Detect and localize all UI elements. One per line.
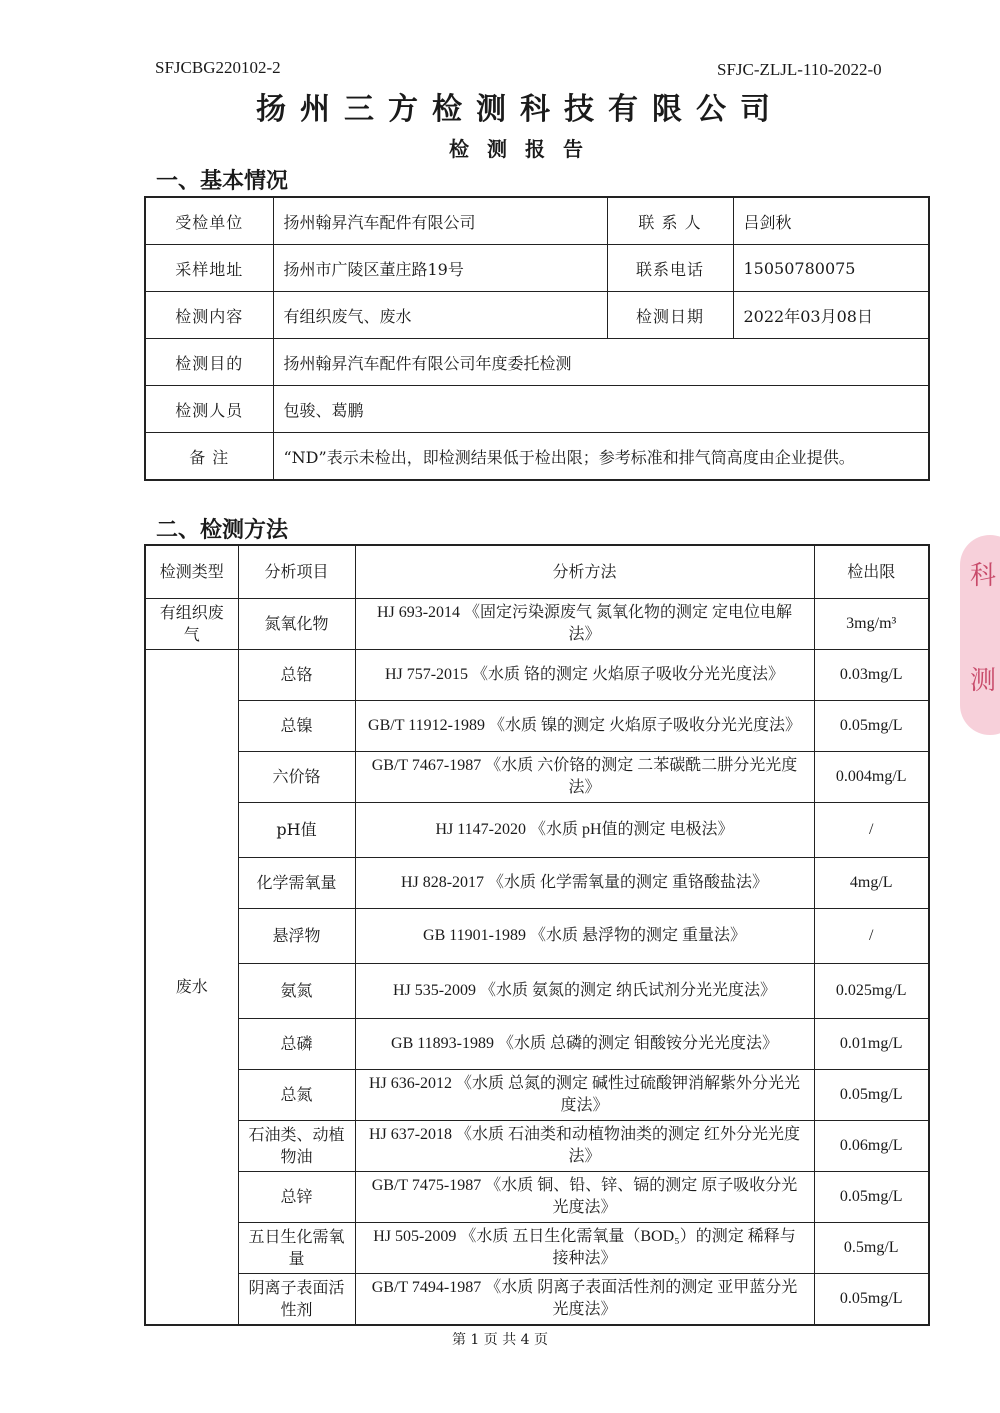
basic-info-table xyxy=(144,196,930,481)
item-cell: 六价铬 xyxy=(238,752,355,803)
value-remark: “ND”表示未检出，即检测结果低于检出限；参考标准和排气筒高度由企业提供。 xyxy=(273,433,929,481)
item-cell: 总锌 xyxy=(238,1172,355,1223)
method-cell: HJ 828-2017 《水质 化学需氧量的测定 重铬酸盐法》 xyxy=(355,858,814,909)
label-purpose: 检测目的 xyxy=(145,339,273,386)
table-row xyxy=(145,386,929,433)
table-row xyxy=(145,1223,929,1274)
limit-cell: / xyxy=(814,803,929,858)
label-inspected-unit: 受检单位 xyxy=(145,197,273,245)
method-cell: GB/T 7475-1987 《水质 铜、铅、锌、镉的测定 原子吸收分光光度法》 xyxy=(355,1172,814,1223)
limit-cell: 0.06mg/L xyxy=(814,1121,929,1172)
table-row xyxy=(145,1019,929,1070)
value-test-content: 有组织废气、废水 xyxy=(273,292,607,339)
item-cell: pH值 xyxy=(238,803,355,858)
table-row xyxy=(145,197,929,245)
table-row xyxy=(145,245,929,292)
section-methods-title: 二、检测方法 xyxy=(156,517,289,543)
gas-method-cell: HJ 693-2014 《固定污染源废气 氮氧化物的测定 定电位电解法》 xyxy=(355,599,814,650)
method-cell: GB/T 11912-1989 《水质 镍的测定 火焰原子吸收分光光度法》 xyxy=(355,701,814,752)
method-cell: HJ 636-2012 《水质 总氮的测定 碱性过硫酸钾消解紫外分光光度法》 xyxy=(355,1070,814,1121)
table-row xyxy=(145,650,929,701)
table-header-row xyxy=(145,545,929,599)
method-cell: GB 11901-1989 《水质 悬浮物的测定 重量法》 xyxy=(355,909,814,964)
table-row xyxy=(145,292,929,339)
form-code: SFJC-ZLJL-110-2022-0 xyxy=(717,60,882,79)
header-method: 分析方法 xyxy=(355,545,814,599)
red-seal-stamp xyxy=(960,535,1000,735)
item-cell: 氨氮 xyxy=(238,964,355,1019)
limit-cell: 0.004mg/L xyxy=(814,752,929,803)
table-row xyxy=(145,701,929,752)
limit-cell: 0.05mg/L xyxy=(814,1172,929,1223)
methods-table xyxy=(144,544,930,1326)
method-cell: HJ 535-2009 《水质 氨氮的测定 纳氏试剂分光光度法》 xyxy=(355,964,814,1019)
label-test-date: 检测日期 xyxy=(607,292,733,339)
table-row xyxy=(145,1172,929,1223)
item-cell: 总镍 xyxy=(238,701,355,752)
method-cell: HJ 505-2009 《水质 五日生化需氧量（BOD₅）的测定 稀释与接种法》 xyxy=(355,1223,814,1274)
water-type-cell: 废水 xyxy=(145,650,238,1326)
value-phone: 15050780075 xyxy=(733,245,929,292)
table-row xyxy=(145,964,929,1019)
table-row xyxy=(145,433,929,481)
method-cell: GB/T 7494-1987 《水质 阴离子表面活性剂的测定 亚甲蓝分光光度法》 xyxy=(355,1274,814,1326)
value-staff: 包骏、葛鹏 xyxy=(273,386,929,433)
value-inspected-unit: 扬州翰昇汽车配件有限公司 xyxy=(273,197,607,245)
report-code: SFJCBG220102-2 xyxy=(155,58,281,77)
method-cell: HJ 637-2018 《水质 石油类和动植物油类的测定 红外分光光度法》 xyxy=(355,1121,814,1172)
table-row xyxy=(145,599,929,650)
limit-cell: 4mg/L xyxy=(814,858,929,909)
item-cell: 总磷 xyxy=(238,1019,355,1070)
item-cell: 悬浮物 xyxy=(238,909,355,964)
limit-cell: 0.01mg/L xyxy=(814,1019,929,1070)
limit-cell: / xyxy=(814,909,929,964)
table-row xyxy=(145,1070,929,1121)
label-remark: 备 注 xyxy=(145,433,273,481)
section-basic-title: 一、基本情况 xyxy=(156,168,289,194)
table-row xyxy=(145,858,929,909)
table-row xyxy=(145,803,929,858)
value-contact: 吕剑秋 xyxy=(733,197,929,245)
item-cell: 五日生化需氧量 xyxy=(238,1223,355,1274)
table-row xyxy=(145,1274,929,1326)
value-sampling-address: 扬州市广陵区董庄路19号 xyxy=(273,245,607,292)
company-title: 扬州三方检测科技有限公司 xyxy=(256,92,784,127)
limit-cell: 0.025mg/L xyxy=(814,964,929,1019)
item-cell: 总铬 xyxy=(238,650,355,701)
method-cell: HJ 1147-2020 《水质 pH值的测定 电极法》 xyxy=(355,803,814,858)
method-cell: HJ 757-2015 《水质 铬的测定 火焰原子吸收分光光度法》 xyxy=(355,650,814,701)
stamp-char: 科 xyxy=(970,561,997,591)
header-test-type: 检测类型 xyxy=(145,545,238,599)
page-number: 第 1 页 共 4 页 xyxy=(451,1332,549,1348)
label-phone: 联系电话 xyxy=(607,245,733,292)
limit-cell: 0.05mg/L xyxy=(814,1070,929,1121)
table-row xyxy=(145,752,929,803)
label-staff: 检测人员 xyxy=(145,386,273,433)
item-cell: 石油类、动植物油 xyxy=(238,1121,355,1172)
gas-limit-cell: 3mg/m³ xyxy=(814,599,929,650)
table-row xyxy=(145,1121,929,1172)
header-limit: 检出限 xyxy=(814,545,929,599)
item-cell: 化学需氧量 xyxy=(238,858,355,909)
value-test-date: 2022年03月08日 xyxy=(733,292,929,339)
document-title: 检测报告 xyxy=(449,137,601,161)
table-row xyxy=(145,909,929,964)
stamp-char: 测 xyxy=(970,666,997,696)
item-cell: 阴离子表面活性剂 xyxy=(238,1274,355,1326)
method-cell: GB/T 7467-1987 《水质 六价铬的测定 二苯碳酰二肼分光光度法》 xyxy=(355,752,814,803)
header-item: 分析项目 xyxy=(238,545,355,599)
label-test-content: 检测内容 xyxy=(145,292,273,339)
table-row xyxy=(145,339,929,386)
label-sampling-address: 采样地址 xyxy=(145,245,273,292)
item-cell: 总氮 xyxy=(238,1070,355,1121)
limit-cell: 0.05mg/L xyxy=(814,701,929,752)
limit-cell: 0.5mg/L xyxy=(814,1223,929,1274)
value-purpose: 扬州翰昇汽车配件有限公司年度委托检测 xyxy=(273,339,929,386)
limit-cell: 0.03mg/L xyxy=(814,650,929,701)
method-cell: GB 11893-1989 《水质 总磷的测定 钼酸铵分光光度法》 xyxy=(355,1019,814,1070)
limit-cell: 0.05mg/L xyxy=(814,1274,929,1326)
gas-item-cell: 氮氧化物 xyxy=(238,599,355,650)
gas-type-cell: 有组织废气 xyxy=(145,599,238,650)
label-contact: 联 系 人 xyxy=(607,197,733,245)
